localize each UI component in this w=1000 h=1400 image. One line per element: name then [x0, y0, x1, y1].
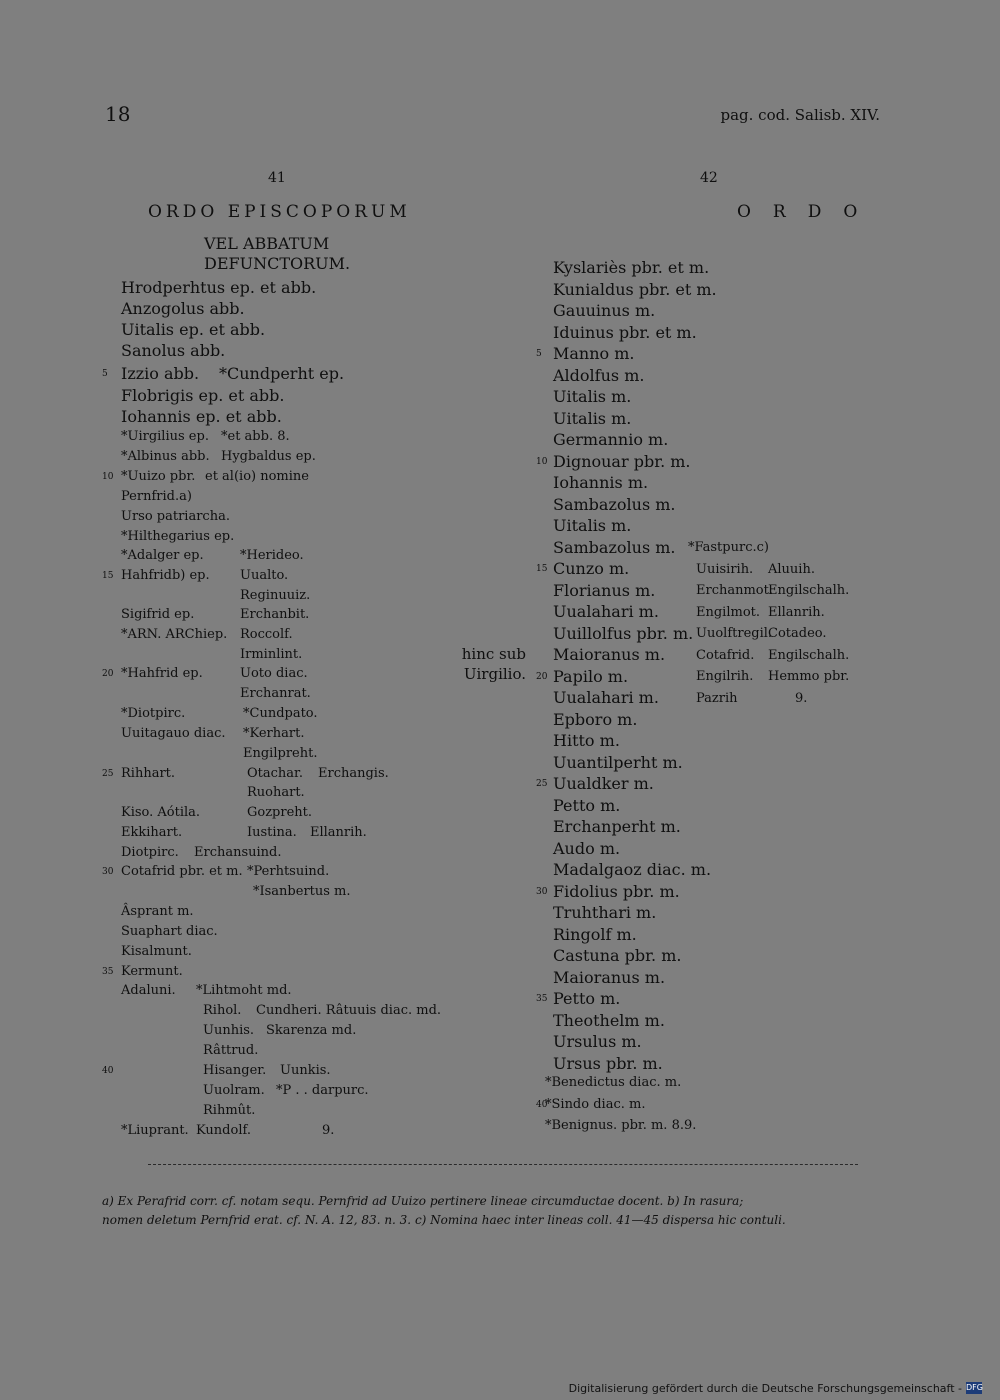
left-entry: Anzogolus abb.	[121, 299, 245, 318]
right-entry: Epboro m.	[553, 709, 638, 729]
left-entry: Kiso. Aótila.	[121, 805, 201, 820]
left-entry-secondary: *Cundpato.	[243, 706, 318, 721]
column-number-left: 41	[268, 170, 286, 186]
right-entry: Uuillolfus pbr. m.	[553, 623, 694, 643]
running-head: pag. cod. Salisb. XIV.	[720, 106, 880, 124]
right-line-number: 20	[536, 671, 548, 682]
left-entry: Uitalis ep. et abb.	[121, 320, 266, 339]
left-entry-secondary: Erchansuind.	[194, 845, 282, 860]
left-entry: Âsprant m.	[121, 904, 194, 919]
left-entry-secondary: Erchanbit.	[240, 607, 310, 622]
right-entry: Sambazolus m.	[553, 494, 676, 514]
left-entry-secondary: *Perhtsuind.	[247, 864, 330, 879]
right-line-number: 15	[536, 564, 548, 574]
right-entry: Manno m.	[553, 344, 635, 363]
right-entry: Maioranus m.	[553, 645, 666, 664]
footnote-line-2: nomen deletum Pernfrid erat. cf. N. A. 12, 83. n. 3. c) Nomina haec inter lineas coll. 41—45 dispersa hic contuli.	[102, 1213, 786, 1227]
right-entry: Gauuinus m.	[553, 301, 656, 320]
left-entry: *Uuizo pbr.	[121, 469, 196, 484]
left-entry: Sigifrid ep.	[121, 607, 195, 622]
inserted-name: Uuisirih.	[696, 561, 754, 577]
right-entry: Germannio m.	[553, 430, 669, 449]
left-entry-secondary: *Isanbertus m.	[253, 884, 351, 899]
left-entry: Flobrigis ep. et abb.	[121, 386, 285, 405]
right-entry: Cunzo m.	[553, 559, 630, 578]
left-entry-secondary: Uualto.	[240, 568, 289, 583]
left-entry-tertiary: Skarenza md.	[266, 1023, 357, 1038]
left-line-number: 10	[102, 472, 114, 482]
left-entry-secondary: Hisanger.	[203, 1063, 267, 1078]
left-entry: Hrodperhtus ep. et abb.	[121, 278, 317, 297]
right-entry: Uualahari m.	[553, 602, 659, 621]
left-entry: Cotafrid pbr. et m.	[121, 864, 243, 879]
subtitle-line-1: VEL ABBATUM	[204, 234, 330, 253]
left-entry-tertiary: *P . . darpurc.	[276, 1083, 369, 1098]
inserted-name: Erchanmot.	[696, 583, 773, 598]
right-entry: Ringolf m.	[553, 924, 637, 944]
left-line-number: 25	[102, 769, 114, 779]
left-entry: Sanolus abb.	[121, 341, 226, 360]
left-line-number: 35	[102, 967, 114, 977]
right-entry: Dignouar pbr. m.	[553, 451, 691, 471]
right-entry: Petto m.	[553, 989, 621, 1008]
left-entry: *Uirgilius ep.	[121, 429, 209, 444]
right-entry: Ursulus m.	[553, 1032, 642, 1051]
left-entry: *ARN. ARChiep.	[121, 627, 228, 642]
inserted-name: Pazrih	[696, 690, 738, 706]
digitization-footer: Digitalisierung gefördert durch die Deutsche Forschungsgemeinschaft -	[568, 1382, 962, 1395]
right-line-number: 25	[536, 779, 548, 789]
left-entry: Diotpirc.	[121, 845, 179, 860]
left-entry-tertiary: Ellanrih.	[310, 825, 367, 840]
right-line-number: 5	[536, 349, 542, 359]
left-entry: Uuitagauo diac.	[121, 726, 226, 741]
left-entry: *Diotpirc.	[121, 706, 186, 721]
right-entry: Castuna pbr. m.	[553, 946, 682, 965]
left-entry-secondary: Hygbaldus ep.	[221, 449, 316, 464]
right-entry: Kunialdus pbr. et m.	[553, 279, 717, 299]
left-line-number: 40	[102, 1066, 114, 1076]
right-entry: Aldolfus m.	[553, 365, 645, 385]
left-entry-secondary: *Herideo.	[240, 548, 304, 563]
inserted-name-secondary: Engilschalh.	[768, 583, 850, 598]
right-entry: Ursus pbr. m.	[553, 1053, 663, 1073]
inserted-name-secondary: Engilschalh.	[768, 647, 850, 663]
footnotes	[102, 1192, 786, 1230]
right-entry: Iohannis m.	[553, 473, 649, 492]
left-entry: Rihhart.	[121, 766, 176, 781]
left-entry-secondary: Uunhis.	[203, 1023, 255, 1038]
right-entry: Madalgaoz diac. m.	[553, 860, 712, 879]
left-entry-secondary: Rihol.	[203, 1003, 242, 1018]
left-entry-secondary: Ruohart.	[247, 785, 305, 800]
left-entry-secondary: Uuolram.	[203, 1083, 265, 1098]
left-entry-secondary: *et abb. 8.	[221, 429, 290, 444]
inserted-name: Cotafrid.	[696, 647, 755, 663]
left-line-number: 30	[102, 867, 114, 877]
left-entry: Pernfrid.a)	[121, 489, 192, 504]
right-entry: Kyslariès pbr. et m.	[553, 258, 710, 277]
inserted-name-secondary: Cotadeo.	[768, 626, 827, 641]
side-note-line-2: Uirgilio.	[463, 665, 526, 683]
left-entry-secondary: Uoto diac.	[240, 666, 308, 681]
footnote-rule	[148, 1164, 858, 1165]
left-entry-secondary: Otachar.	[247, 766, 303, 781]
left-entry-secondary: Erchanrat.	[240, 686, 311, 701]
side-note-line-1: hinc sub	[461, 645, 526, 663]
inserted-name: *Fastpurc.c)	[688, 540, 769, 555]
left-entry: Kisalmunt.	[121, 944, 192, 959]
page-number: 18	[105, 102, 131, 126]
right-entry: Iduinus pbr. et m.	[553, 322, 697, 342]
left-entry-tertiary: Erchangis.	[318, 766, 389, 781]
right-entry: Florianus m.	[553, 580, 656, 600]
right-entry: Uuantilperht m.	[553, 752, 683, 772]
dfg-logo-icon: DFG	[966, 1383, 983, 1392]
right-entry: Audo m.	[553, 838, 621, 858]
left-entry: Izzio abb.	[121, 364, 200, 383]
left-entry-secondary: Rihmût.	[203, 1103, 256, 1118]
title-right: ORDO	[737, 202, 880, 222]
right-entry: Uitalis m.	[553, 408, 632, 428]
column-number-right: 42	[700, 170, 718, 186]
left-entry-tertiary: Uunkis.	[280, 1063, 331, 1078]
inserted-name: Engilmot.	[696, 604, 761, 620]
left-entry: Hahfridb) ep.	[121, 568, 210, 583]
right-line-number: 40	[536, 1099, 548, 1110]
left-entry-secondary: Kundolf.	[196, 1123, 251, 1138]
right-line-number: 30	[536, 886, 548, 897]
left-entry-secondary: et al(io) nomine	[205, 469, 309, 484]
right-entry: *Benedictus diac. m.	[545, 1075, 682, 1090]
left-entry: Urso patriarcha.	[121, 509, 230, 524]
left-entry-secondary: Irminlint.	[240, 647, 303, 662]
right-line-number: 10	[536, 456, 548, 467]
left-entry: *Hahfrid ep.	[121, 666, 203, 681]
right-entry: Hitto m.	[553, 731, 620, 750]
left-line-number: 5	[102, 369, 108, 379]
left-entry-tertiary: 9.	[322, 1123, 335, 1138]
inserted-name: Engilrih.	[696, 669, 754, 684]
left-line-number: 15	[102, 571, 114, 581]
left-entry-secondary: Roccolf.	[240, 627, 293, 642]
title-left: ORDO EPISCOPORUM	[148, 202, 411, 222]
left-entry-secondary: Iustina.	[247, 825, 297, 840]
inserted-name-secondary: Aluuih.	[768, 561, 815, 577]
right-entry: Petto m.	[553, 795, 621, 815]
left-entry-tertiary: Cundheri. Râtuuis diac. md.	[256, 1003, 442, 1018]
right-entry: Erchanperht m.	[553, 817, 681, 836]
subtitle-line-2: DEFUNCTORUM.	[204, 254, 351, 273]
right-entry: Uualdker m.	[553, 774, 654, 793]
right-entry: Uualahari m.	[553, 688, 659, 707]
left-entry: *Hilthegarius ep.	[121, 529, 235, 544]
left-entry: *Adalger ep.	[121, 548, 204, 563]
right-entry: Truhthari m.	[553, 903, 657, 922]
left-entry-secondary: Gozpreht.	[247, 805, 313, 820]
footnote-line-1: a) Ex Perafrid corr. cf. notam sequ. Pernfrid ad Uuizo pertinere lineae circumductae docent. b) In rasura;	[102, 1194, 744, 1208]
left-entry: Adaluni.	[121, 983, 176, 998]
inserted-name-secondary: 9.	[795, 690, 808, 706]
left-entry-secondary: *Cundperht ep.	[219, 364, 345, 383]
left-entry-secondary: Engilpreht.	[243, 746, 318, 761]
right-entry: *Benignus. pbr. m. 8.9.	[545, 1118, 697, 1133]
left-entry: Suaphart diac.	[121, 924, 218, 939]
right-entry: Papilo m.	[553, 666, 629, 686]
left-entry-secondary: Râttrud.	[203, 1043, 259, 1058]
left-entry-secondary: *Kerhart.	[243, 726, 305, 741]
right-entry: *Sindo diac. m.	[545, 1096, 646, 1112]
inserted-name-secondary: Hemmo pbr.	[768, 669, 850, 684]
left-entry-secondary: *Lihtmoht md.	[196, 983, 292, 998]
right-entry: Fidolius pbr. m.	[553, 881, 680, 901]
left-line-number: 20	[102, 669, 114, 679]
right-entry: Theothelm m.	[553, 1010, 665, 1030]
right-entry: Uitalis m.	[553, 516, 632, 535]
side-note	[446, 644, 526, 684]
inserted-name-secondary: Ellanrih.	[768, 604, 825, 620]
right-line-number: 35	[536, 994, 548, 1004]
left-entry: Kermunt.	[121, 964, 183, 979]
left-entry-secondary: Reginuuiz.	[240, 588, 311, 603]
right-entry: Maioranus m.	[553, 967, 666, 987]
left-entry: *Albinus abb.	[121, 449, 210, 464]
right-entry: Uitalis m.	[553, 387, 632, 406]
left-entry: *Liuprant.	[121, 1123, 189, 1138]
left-entry: Ekkihart.	[121, 825, 183, 840]
subtitle	[204, 234, 350, 274]
right-entry: Sambazolus m.	[553, 537, 676, 557]
left-entry: Iohannis ep. et abb.	[121, 407, 282, 426]
inserted-name: Uuolftregil.	[696, 626, 773, 641]
